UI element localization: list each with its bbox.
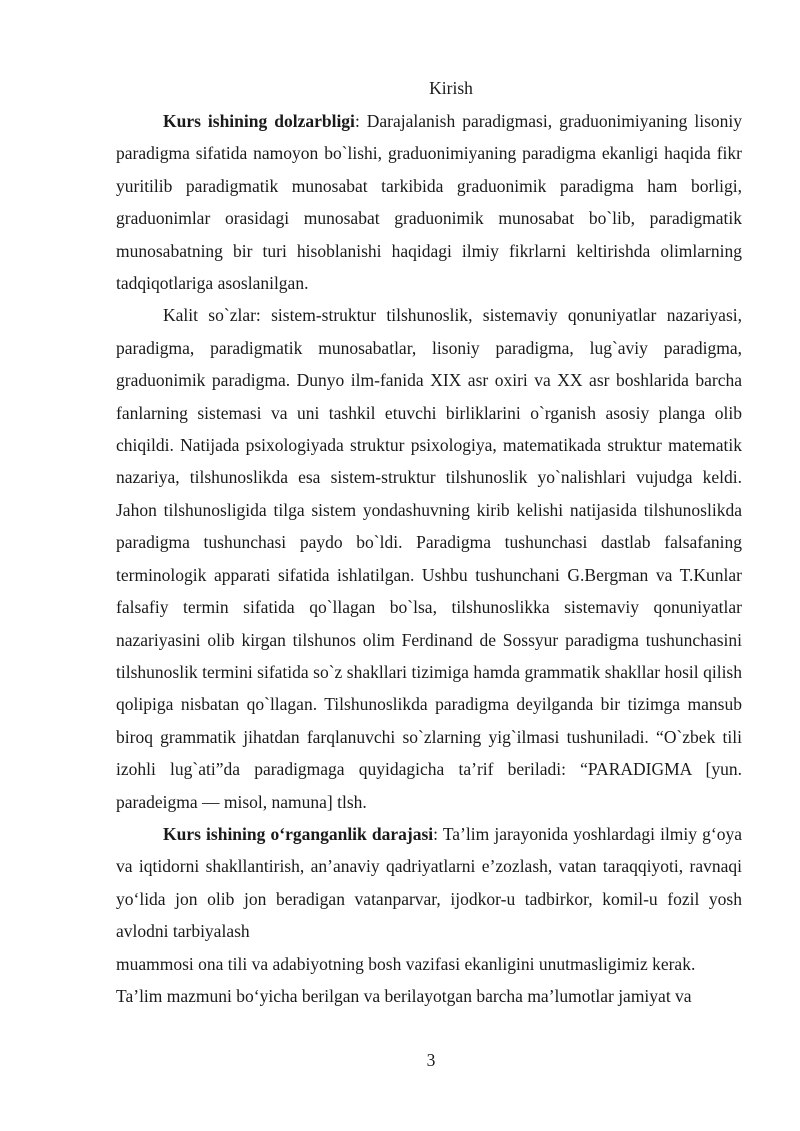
paragraph-study-level <box>116 818 742 948</box>
paragraph-relevance <box>116 105 742 299</box>
paragraph-continuation <box>116 948 742 980</box>
paragraph-text-keywords: Kalit so`zlar: sistem-struktur tilshunoslik, sistemaviy qonuniyatlar nazariyasi, paradigma, paradigmatik munosabatlar, lisoniy paradigma, lug`aviy paradigma, graduonimik paradigma. Dunyo ilm-fanida XIX asr oxiri va XX asr boshlarida barcha fanlarning sistemasi va uni tashkil etuvchi birliklarini o`rganish asosiy planga olib chiqildi. Natijada psixologiyada struktur psixologiya, matematikada struktur matematik nazariya, tilshunoslikda esa sistem-struktur tilshunoslik yo`nalishlari vujudga keldi. Jahon tilshunosligida tilga sistem yondashuvning kirib kelishi natijasida tilshunoslikda paradigma tushunchasi paydo bo`ldi. Paradigma tushunchasi dastlab falsafaning terminologik apparati sifatida ishlatilgan. Ushbu tushunchani G.Bergman va T.Kunlar falsafiy termin sifatida qo`llagan bo`lsa, tilshunoslikka sistemaviy qonuniyatlar nazariyasini olib kirgan tilshunos olim Ferdinand de Sossyur paradigma tushunchasini tilshunoslik termini sifatida so`z shakllari tizimiga hamda grammatik shakllar hosil qilish qolipiga nisbatan qo`llagan. Tilshunoslikda paradigma deyilganda bir tizimga mansub biroq grammatik jihatdan farqlanuvchi so`zlarning yig`ilmasi tushuniladi. “O`zbek tili izohli lug`ati”da paradigmaga quyidagicha ta’rif beriladi: “PARADIGMA [yun. paradeigma — misol, namuna] tlsh. <box>116 305 742 812</box>
paragraph-text-study-level: : Ta’lim jarayonida yoshlardagi ilmiy g‘oya va iqtidorni shakllantirish, an’anaviy qadriyatlarni e’zozlash, vatan taraqqiyoti, ravnaqi yo‘lida jon olib jon beradigan vatanparvar, ijodkor-u tadbirkor, komil-u fozil yosh avlodni tarbiyalash <box>116 823 742 942</box>
paragraph-education-content <box>116 980 742 1012</box>
paragraph-keywords <box>116 299 742 818</box>
paragraph-lead-relevance: Kurs ishining dolzarbligi <box>163 111 355 131</box>
paragraph-text-education-content: Ta’lim mazmuni bo‘yicha berilgan va berilayotgan barcha ma’lumotlar jamiyat va <box>116 985 692 1006</box>
page-number: 3 <box>426 1050 436 1070</box>
paragraph-lead-study-level: Kurs ishining o‘rganganlik darajasi <box>163 823 434 844</box>
body-text <box>116 105 742 1012</box>
paragraph-text-relevance: : Darajalanish paradigmasi, graduonimiyaning lisoniy paradigma sifatida namoyon bo`lishi, graduonimiyaning paradigma ekanligi haqida fikr yuritilib paradigmatik munosabat tarkibida graduonimik paradigma ham borligi, graduonimlar orasidagi munosabat graduonimik munosabat bo`lib, paradigmatik munosabatning bir turi hisoblanishi haqidagi ilmiy fikrlarni keltirishda olimlarning tadqiqotlariga asoslanilgan. <box>116 111 743 294</box>
section-title: Kirish <box>429 78 473 98</box>
paragraph-text-continuation: muammosi ona tili va adabiyotning bosh vazifasi ekanligini unutmasligimiz kerak. <box>116 953 696 974</box>
